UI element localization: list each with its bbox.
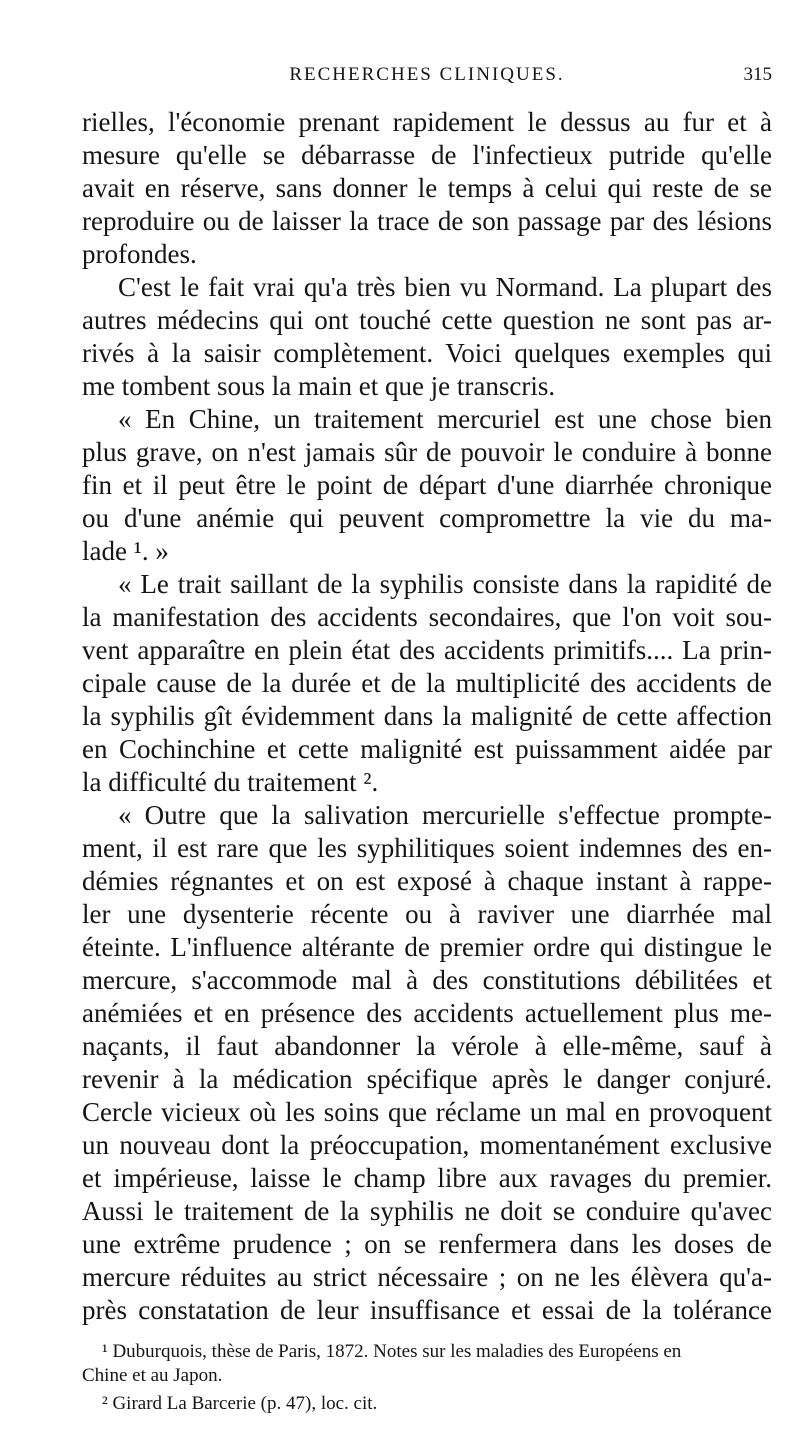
text-line: vent apparaître en plein état des accidents primitifs.... La prin- bbox=[82, 635, 772, 665]
text-line: « Le trait saillant de la syphilis consiste dans la rapidité de bbox=[118, 569, 772, 599]
running-title: RECHERCHES CLINIQUES. bbox=[289, 64, 565, 85]
text-line: ou d'une anémie qui peuvent compromettre la vie du ma- bbox=[82, 503, 772, 533]
text-line: « En Chine, un traitement mercuriel est une chose bien bbox=[118, 404, 772, 434]
text-line: autres médecins qui ont touché cette question ne sont pas ar- bbox=[82, 305, 772, 335]
text-line: la manifestation des accidents secondaires, que l'on voit sou- bbox=[82, 602, 772, 632]
footnote-1-continued: Chine et au Japon. bbox=[82, 1365, 223, 1386]
text-line: rivés à la saisir complètement. Voici quelques exemples qui bbox=[82, 338, 772, 368]
text-line: avait en réserve, sans donner le temps à celui qui reste de se bbox=[82, 173, 772, 203]
text-line: mercure, s'accommode mal à des constitutions débilitées et bbox=[82, 965, 772, 995]
text-line: et impérieuse, laisse le champ libre aux ravages du premier. bbox=[82, 1163, 772, 1193]
text-line: naçants, il faut abandonner la vérole à elle-même, sauf à bbox=[82, 1031, 772, 1061]
text-line: ment, il est rare que les syphilitiques soient indemnes des en- bbox=[82, 833, 772, 863]
text-line: près constatation de leur insuffisance et essai de la tolérance bbox=[82, 1295, 772, 1325]
text-line: une extrême prudence ; on se renfermera dans les doses de bbox=[82, 1229, 772, 1259]
text-line: cipale cause de la durée et de la multiplicité des accidents de bbox=[82, 668, 772, 698]
page-header bbox=[82, 64, 772, 92]
text-line: la syphilis gît évidemment dans la malignité de cette affection bbox=[82, 701, 772, 731]
text-line: mercure réduites au strict nécessaire ; on ne les élèvera qu'a- bbox=[82, 1262, 772, 1292]
text-line: mesure qu'elle se débarrasse de l'infectieux putride qu'elle bbox=[82, 140, 772, 170]
text-line: Aussi le traitement de la syphilis ne doit se conduire qu'avec bbox=[82, 1196, 772, 1226]
text-line: lade ¹. » bbox=[82, 536, 169, 566]
page-number: 315 bbox=[743, 64, 772, 85]
text-line: fin et il peut être le point de départ d'une diarrhée chronique bbox=[82, 470, 772, 500]
text-line: profondes. bbox=[82, 239, 197, 269]
text-line: me tombent sous la main et que je transcris. bbox=[82, 371, 556, 401]
text-line: en Cochinchine et cette malignité est puissamment aidée par bbox=[82, 734, 772, 764]
text-line: Cercle vicieux où les soins que réclame un mal en provoquent bbox=[82, 1097, 772, 1127]
footnote-2: ² Girard La Barcerie (p. 47), loc. cit. bbox=[102, 1393, 378, 1414]
text-line: démies régnantes et on est exposé à chaque instant à rappe- bbox=[82, 866, 772, 896]
footnote-1: ¹ Duburquois, thèse de Paris, 1872. Notes sur les maladies des Européens en bbox=[102, 1341, 682, 1362]
text-line: éteinte. L'influence altérante de premier ordre qui distingue le bbox=[82, 932, 772, 962]
text-line: revenir à la médication spécifique après le danger conjuré. bbox=[82, 1064, 772, 1094]
text-line: C'est le fait vrai qu'a très bien vu Normand. La plupart des bbox=[118, 272, 772, 302]
text-line: rielles, l'économie prenant rapidement le dessus au fur et à bbox=[82, 107, 772, 137]
text-line: « Outre que la salivation mercurielle s'effectue prompte- bbox=[118, 800, 772, 830]
text-line: la difficulté du traitement ². bbox=[82, 767, 379, 797]
text-line: reproduire ou de laisser la trace de son passage par des lésions bbox=[82, 206, 772, 236]
text-line: anémiées et en présence des accidents actuellement plus me- bbox=[82, 998, 772, 1028]
text-line: un nouveau dont la préoccupation, momentanément exclusive bbox=[82, 1130, 772, 1160]
text-line: ler une dysenterie récente ou à raviver une diarrhée mal bbox=[82, 899, 772, 929]
text-line: plus grave, on n'est jamais sûr de pouvoir le conduire à bonne bbox=[82, 437, 772, 467]
